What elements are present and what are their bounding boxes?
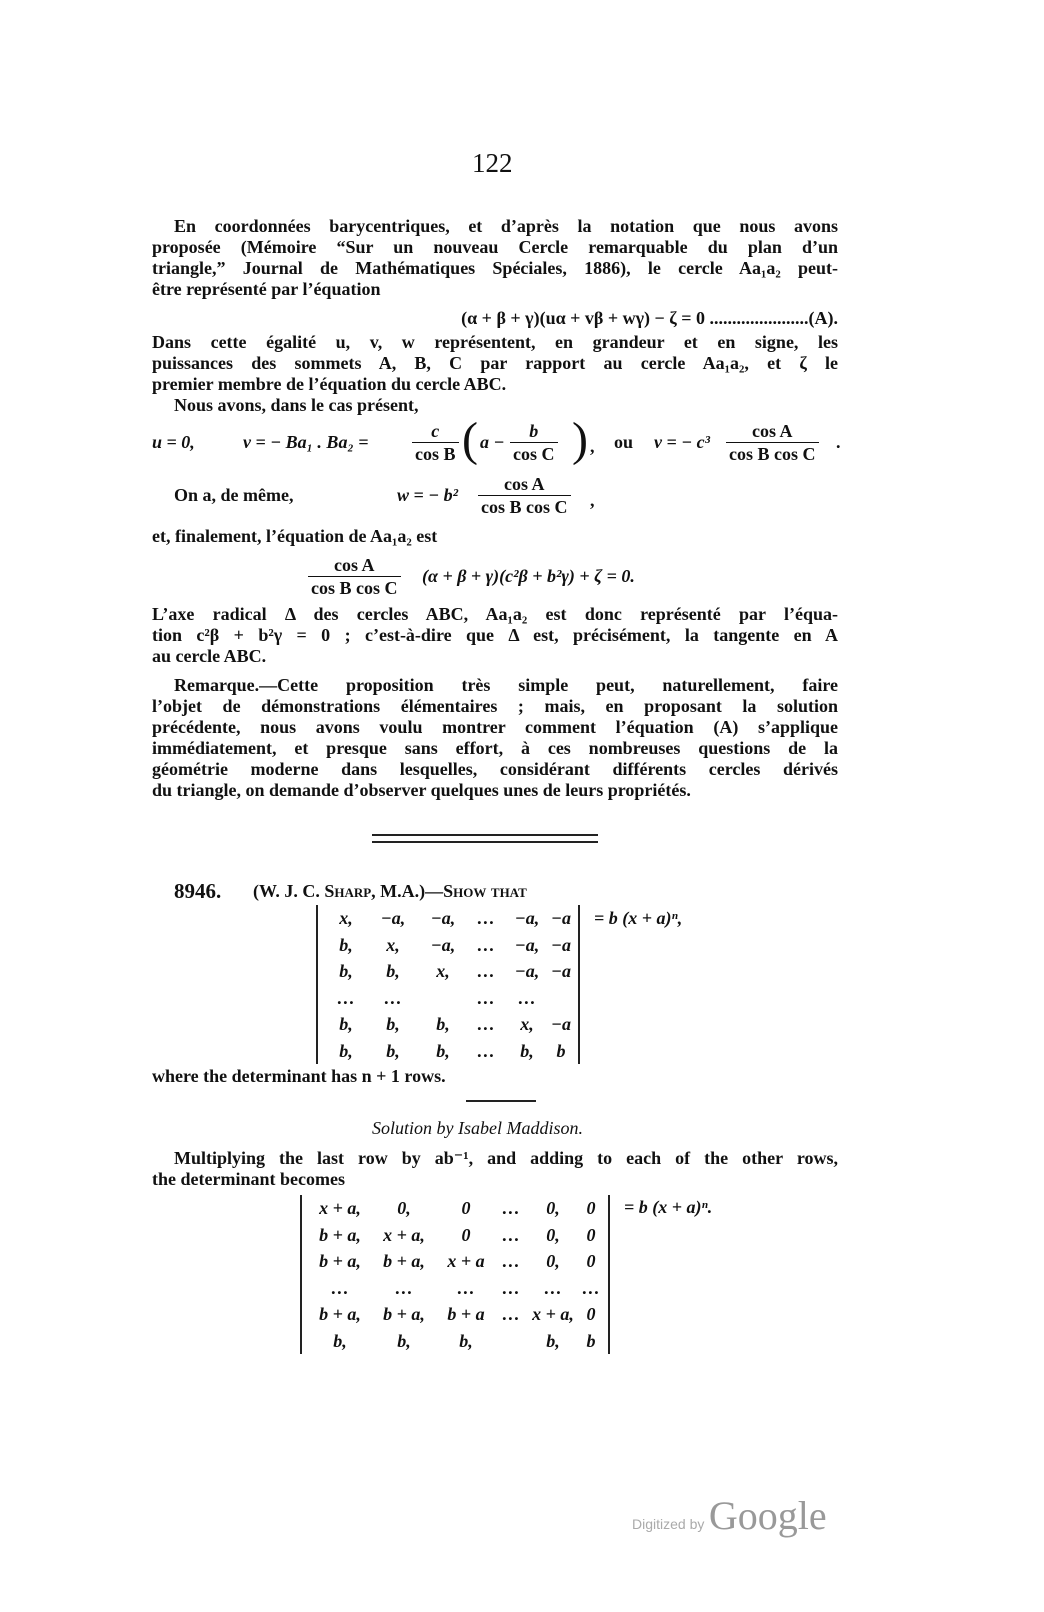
text-nous-avons: Nous avons, dans le cas présent, xyxy=(174,395,419,415)
matrix-cell: −a xyxy=(551,1014,571,1034)
text-line: L’axe radical Δ des cercles ABC, Aa₁a₂ est donc représenté par l’équa- xyxy=(152,604,838,624)
fraction-cosa xyxy=(726,420,819,465)
matrix-cell: x + a xyxy=(447,1251,485,1271)
matrix-cell: … xyxy=(502,1277,520,1298)
fraction-cosa xyxy=(308,554,401,599)
eq-final-rest: (α + β + γ)(c²β + b²γ) + ζ = 0. xyxy=(422,566,635,586)
matrix-cell: b + a xyxy=(447,1304,485,1324)
matrix-cell: … xyxy=(477,987,495,1008)
matrix-cell: b, xyxy=(436,1014,450,1034)
matrix-cell: b, xyxy=(397,1330,411,1351)
matrix-cell: … xyxy=(331,1277,349,1298)
matrix-row xyxy=(324,905,572,932)
solution-divider xyxy=(466,1100,536,1102)
paragraph-remarque xyxy=(152,675,838,801)
matrix-cell xyxy=(550,985,572,1012)
matrix-cell: b, xyxy=(459,1330,473,1351)
matrix-cell: −a, xyxy=(380,908,406,928)
matrix-row xyxy=(308,1222,602,1249)
matrix-cell: b, xyxy=(333,1330,347,1351)
paragraph-axe-radical xyxy=(152,604,838,667)
matrix-cell: x, xyxy=(339,908,353,928)
fraction-cosa xyxy=(478,473,571,518)
text-line: l’objet de démonstrations élémentaires ; mais, en proposant la solution xyxy=(152,696,838,716)
matrix-cell: … xyxy=(457,1277,475,1298)
matrix-cell: b, xyxy=(339,1014,353,1034)
fraction-c-cosb xyxy=(412,420,459,465)
matrix-cell: x, xyxy=(386,934,400,955)
matrix-row xyxy=(308,1328,602,1355)
section-divider-bottom xyxy=(372,841,598,843)
matrix-row xyxy=(308,1301,602,1328)
text-line: Remarque.—Cette proposition très simple peut, naturellement, faire xyxy=(174,675,838,695)
matrix-cell xyxy=(496,1328,526,1355)
matrix-cell: … xyxy=(518,987,536,1008)
text-ou: ou xyxy=(614,432,634,452)
matrix-cell: … xyxy=(384,987,402,1008)
matrix-cell: … xyxy=(395,1277,413,1298)
determinant-solution-result: = b (x + a)ⁿ. xyxy=(624,1197,713,1217)
matrix-cell: −a xyxy=(551,908,571,928)
text-line: En coordonnées barycentriques, et d’après la notation que nous avons xyxy=(174,216,838,236)
numerator: cos A xyxy=(504,474,545,494)
matrix-cell: … xyxy=(477,934,495,955)
matrix-cell: −a xyxy=(551,934,571,955)
matrix-cell: b, xyxy=(386,1014,400,1034)
matrix-cell: x + a, xyxy=(383,1224,425,1245)
text-line: tion c²β + b²γ = 0 ; c’est-à-dire que Δ est, précisément, la tangente en A xyxy=(152,625,838,645)
matrix-cell: 0, xyxy=(546,1251,560,1271)
text-finalement: et, finalement, l’équation de Aa₁a₂ est xyxy=(152,526,438,546)
period: . xyxy=(836,432,841,452)
matrix-cell: b xyxy=(556,1040,566,1061)
paren-close: ) xyxy=(572,413,588,466)
text-line: être représenté par l’équation xyxy=(152,279,381,299)
solution-heading: Solution by Isabel Maddison. xyxy=(372,1118,583,1138)
a-minus: a − xyxy=(480,432,505,452)
matrix-cell: b, xyxy=(520,1040,534,1061)
eq-u: u = 0, xyxy=(152,432,195,452)
matrix-cell: 0 xyxy=(586,1198,596,1218)
matrix-cell: b xyxy=(586,1330,596,1351)
text-line: the determinant becomes xyxy=(152,1169,345,1189)
determinant-solution xyxy=(300,1195,610,1354)
matrix-cell: … xyxy=(337,987,355,1008)
text-on-a-de-meme: On a, de même, xyxy=(174,485,294,505)
text-where: where the determinant has n + 1 rows. xyxy=(152,1066,446,1086)
denominator: cos C xyxy=(510,442,558,465)
matrix-cell: b, xyxy=(546,1330,560,1351)
eq-v-rhs: v = − c³ xyxy=(654,432,711,452)
text-line: géométrie moderne dans lesquelles, considérant différents cercles dérivés xyxy=(152,759,838,779)
matrix-cell: … xyxy=(502,1224,520,1245)
matrix-cell: 0 xyxy=(461,1224,471,1245)
paren-open: ( xyxy=(462,413,478,466)
matrix-cell: 0 xyxy=(586,1304,596,1324)
matrix-cell: … xyxy=(544,1277,562,1298)
numerator: b xyxy=(529,421,539,441)
matrix-cell: −a, xyxy=(514,961,540,981)
matrix-cell: … xyxy=(502,1198,520,1218)
section-divider-top xyxy=(372,834,598,836)
watermark-google xyxy=(632,1492,827,1539)
matrix-cell: −a, xyxy=(430,908,456,928)
matrix-cell: … xyxy=(477,908,495,928)
matrix-cell: x + a, xyxy=(319,1198,361,1218)
determinant-result: = b (x + a)ⁿ, xyxy=(594,908,683,928)
matrix-cell: … xyxy=(477,961,495,981)
matrix-cell: −a, xyxy=(514,934,540,955)
watermark-prefix: Digitized by xyxy=(632,1516,705,1532)
text-line: premier membre de l’équation du cercle ABC. xyxy=(152,374,507,394)
determinant-problem xyxy=(316,905,580,1064)
page-number: 122 xyxy=(472,148,513,178)
matrix-row xyxy=(308,1275,602,1302)
paragraph-definitions xyxy=(152,332,838,395)
text-line: puissances des sommets A, B, C par rapport au cercle Aa₁a₂, et ζ le xyxy=(152,353,838,373)
text-line: triangle,” Journal de Mathématiques Spéciales, 1886), le cercle Aa₁a₂ peut- xyxy=(152,258,838,278)
matrix-cell: 0 xyxy=(461,1198,471,1218)
eq-v-lhs: v = − Ba₁ . Ba₂ = xyxy=(243,432,369,452)
denominator: cos B cos C xyxy=(726,442,819,465)
equation-a: (α + β + γ)(uα + vβ + wγ) − ζ = 0 ......................(A). xyxy=(461,308,838,328)
denominator: cos B cos C xyxy=(308,576,401,599)
matrix-row xyxy=(324,985,572,1012)
paragraph-intro xyxy=(152,216,838,300)
eq-w-lhs: w = − b² xyxy=(397,485,459,505)
denominator: cos B xyxy=(412,442,459,465)
text-line: Dans cette égalité u, v, w représentent, en grandeur et en signe, les xyxy=(152,332,838,352)
matrix-cell: x + a, xyxy=(532,1304,574,1324)
numerator: c xyxy=(431,421,440,441)
matrix-cell: b + a, xyxy=(319,1224,361,1245)
matrix-cell: … xyxy=(502,1304,520,1324)
matrix-cell: 0, xyxy=(397,1198,411,1218)
comma: , xyxy=(590,436,595,456)
fraction-b-cosc xyxy=(510,420,558,465)
matrix-cell: b + a, xyxy=(383,1251,425,1271)
matrix-cell xyxy=(418,985,468,1012)
matrix-cell: b, xyxy=(386,1040,400,1061)
text-line: immédiatement, et presque sans effort, à ces nombreuses questions de la xyxy=(152,738,838,758)
numerator: cos A xyxy=(752,421,793,441)
matrix-row xyxy=(324,1011,572,1038)
text-line: Multiplying the last row by ab⁻¹, and adding to each of the other rows, xyxy=(174,1148,838,1168)
matrix-cell: b + a, xyxy=(319,1251,361,1271)
matrix-cell: … xyxy=(502,1251,520,1271)
matrix-cell: … xyxy=(477,1040,495,1061)
matrix-row xyxy=(308,1195,602,1222)
matrix-cell: b, xyxy=(386,961,400,981)
matrix-cell: b, xyxy=(339,1040,353,1061)
watermark-brand: Google xyxy=(708,1493,827,1538)
matrix-cell: b, xyxy=(339,934,353,955)
matrix-cell: b, xyxy=(339,961,353,981)
text-line: du triangle, on demande d’observer quelques unes de leurs propriétés. xyxy=(152,780,691,800)
problem-author: (W. J. C. Sharp, M.A.)—Show that xyxy=(253,881,527,901)
problem-number: 8946. xyxy=(174,879,222,903)
matrix-cell: b, xyxy=(436,1040,450,1061)
matrix-cell: … xyxy=(477,1014,495,1034)
matrix-row xyxy=(324,1038,572,1065)
matrix-row xyxy=(324,958,572,985)
matrix-cell: −a xyxy=(551,961,571,981)
matrix-row xyxy=(308,1248,602,1275)
matrix-cell: −a, xyxy=(430,934,456,955)
text-line: précédente, nous avons voulu montrer comment l’équation (A) s’applique xyxy=(152,717,838,737)
text-line: proposée (Mémoire “Sur un nouveau Cercle remarquable du plan d’un xyxy=(152,237,838,257)
matrix-cell: 0, xyxy=(546,1198,560,1218)
matrix-cell: 0, xyxy=(546,1224,560,1245)
comma: , xyxy=(590,490,595,510)
matrix-cell: −a, xyxy=(514,908,540,928)
numerator: cos A xyxy=(334,555,375,575)
matrix-cell: 0 xyxy=(586,1224,596,1245)
matrix-cell: x, xyxy=(436,961,450,981)
matrix-cell: … xyxy=(582,1277,600,1298)
denominator: cos B cos C xyxy=(478,495,571,518)
matrix-row xyxy=(324,932,572,959)
paragraph-solution xyxy=(152,1148,838,1190)
matrix-cell: 0 xyxy=(586,1251,596,1271)
matrix-cell: b + a, xyxy=(383,1304,425,1324)
text-line: au cercle ABC. xyxy=(152,646,267,666)
matrix-cell: x, xyxy=(520,1014,534,1034)
matrix-cell: b + a, xyxy=(319,1304,361,1324)
